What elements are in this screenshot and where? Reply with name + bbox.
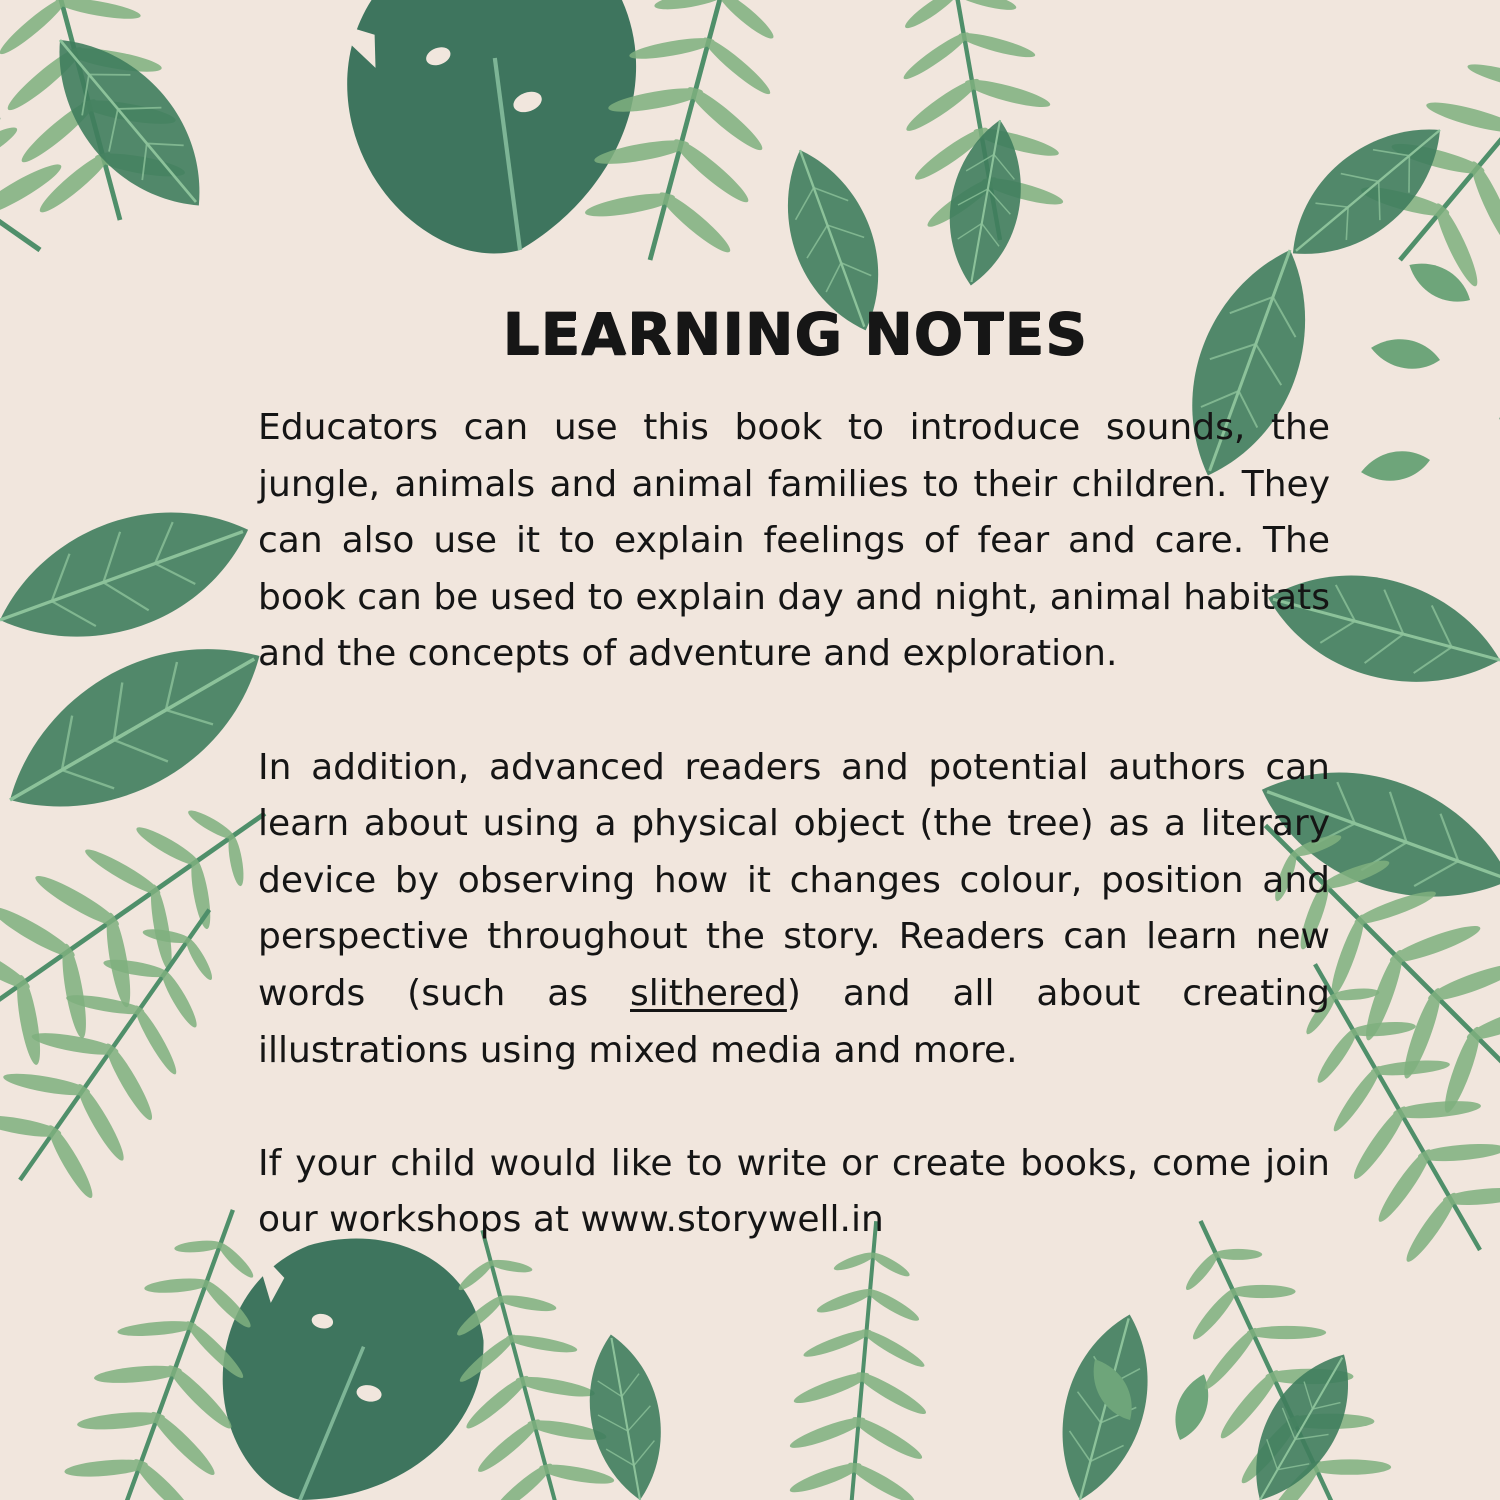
paragraph-educators: Educators can use this book to introduce sounds, the jungle, animals and animal families to their children. They can also use it to explain feelings of fear and care. The book can be used to explain day and night, animal habitats and the concepts of adventure and exploration. bbox=[258, 407, 1330, 675]
paragraph-2-end: ) and all about creating illustrations using mixed media and more. bbox=[258, 972, 1331, 1071]
paragraph-advanced-readers bbox=[258, 740, 1330, 1080]
notes-body bbox=[258, 400, 1330, 1306]
paragraph-2-start: In addition, advanced readers and potential authors can learn about using a physical object (the tree) as a literary device by observing how it changes colour, position and perspective throughout the story. Readers can learn new words (such as bbox=[258, 746, 1330, 1014]
paragraph-workshops: If your child would like to write or create books, come join our workshops at www.storywell.in bbox=[258, 1142, 1330, 1241]
underlined-word: slithered bbox=[630, 972, 787, 1014]
page-title: LEARNING NOTES bbox=[502, 300, 1088, 368]
